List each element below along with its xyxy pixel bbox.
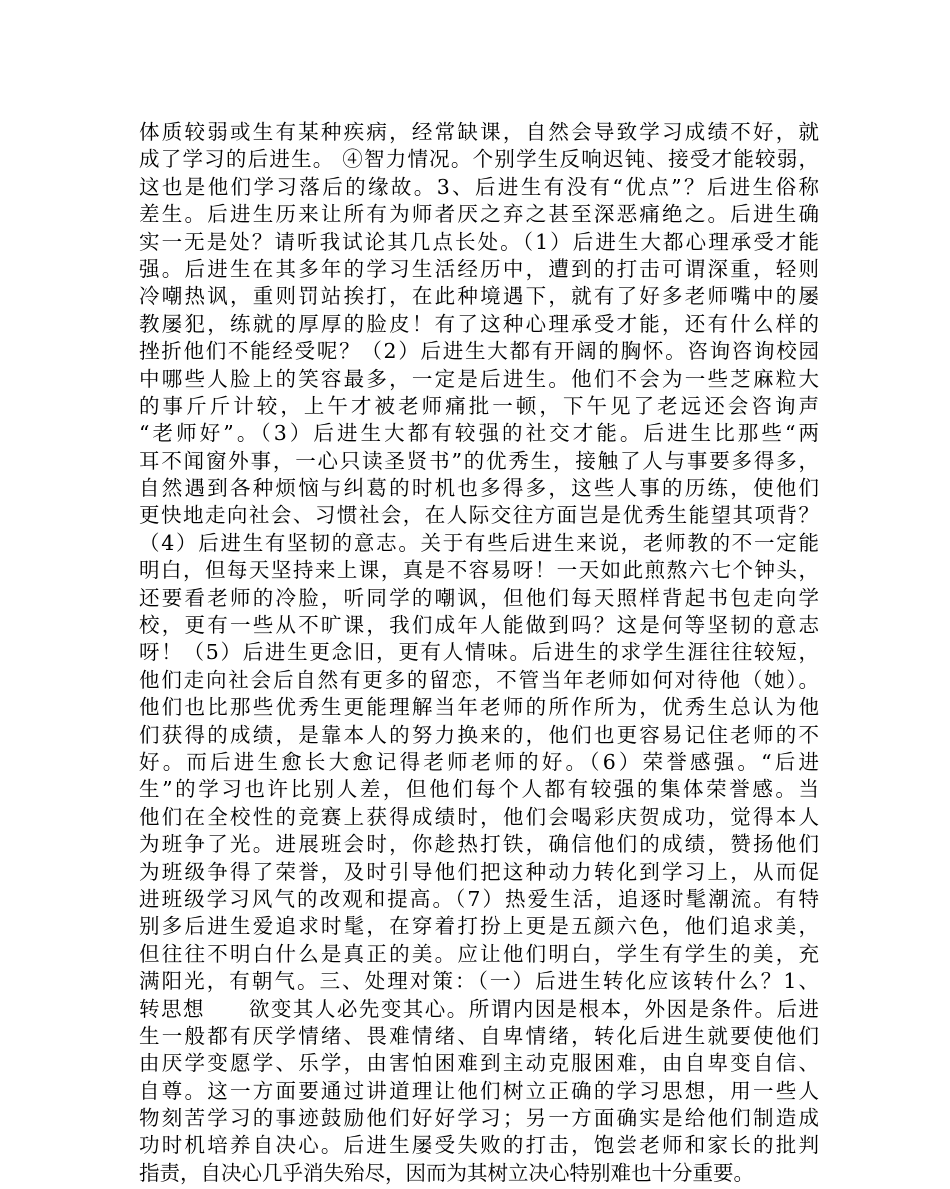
text-line: 校，更有一些从不旷课，我们成年人能做到吗？这是何等坚韧的意志 — [139, 613, 819, 638]
text-line: 物刻苦学习的事迹鼓励他们好好学习；另一方面确实是给他们制造成 — [139, 1106, 819, 1131]
text-line: 体质较弱或生有某种疾病，经常缺课，自然会导致学习成绩不好，就 — [139, 120, 819, 144]
text-line: 功时机培养自决心。后进生屡受失败的打击，饱尝老师和家长的批判 — [139, 1133, 819, 1158]
text-line: 还要看老师的冷脸，听同学的嘲讽，但他们每天照样背起书包走向学 — [139, 585, 819, 610]
text-line: 呀！（5）后进生更念旧，更有人情味。后进生的求学生涯往往较短， — [139, 640, 819, 665]
text-line: 生一般都有厌学情绪、畏难情绪、自卑情绪，转化后进生就要使他们 — [139, 1023, 819, 1048]
text-line: 为班级争得了荣誉，及时引导他们把这种动力转化到学习上，从而促 — [139, 859, 819, 884]
text-line: 别多后进生爱追求时髦，在穿着打扮上更是五颜六色，他们追求美， — [139, 914, 819, 939]
text-line: 进班级学习风气的改观和提高。（7）热爱生活，追逐时髦潮流。有特 — [139, 886, 819, 911]
text-line: 教屡犯，练就的厚厚的脸皮！有了这种心理承受才能，还有什么样的 — [139, 311, 819, 336]
text-line: 差生。后进生历来让所有为师者厌之弃之甚至深恶痛绝之。后进生确 — [139, 202, 819, 227]
text-line: 实一无是处？请听我试论其几点长处。（1）后进生大都心理承受才能 — [139, 229, 819, 254]
text-line: 他们在全校性的竞赛上获得成绩时，他们会喝彩庆贺成功，觉得本人 — [139, 804, 819, 829]
text-line: 成了学习的后进生。 ④智力情况。个别学生反响迟钝、接受才能较弱， — [139, 147, 819, 172]
text-line: 生”的学习也许比别人差，但他们每个人都有较强的集体荣誉感。当 — [139, 777, 819, 802]
text-line: 冷嘲热讽，重则罚站挨打，在此种境遇下，就有了好多老师嘴中的屡 — [139, 284, 819, 309]
body-text — [139, 119, 819, 1187]
text-line: 这也是他们学习落后的缘故。3、后进生有没有“优点”？后进生俗称 — [139, 174, 819, 199]
text-line: （4）后进生有坚韧的意志。关于有些后进生来说，老师教的不一定能 — [139, 530, 819, 555]
text-line: 更快地走向社会、习惯社会，在人际交往方面岂是优秀生能望其项背？ — [139, 503, 819, 528]
text-line: 挫折他们不能经受呢？（2）后进生大都有开阔的胸怀。咨询咨询校园 — [139, 339, 819, 364]
text-line: 指责，自决心几乎消失殆尽，因而为其树立决心特别难也十分重要。 — [139, 1160, 754, 1185]
text-line: 的事斤斤计较，上午才被老师痛批一顿，下午见了老远还会咨询声 — [139, 393, 819, 418]
text-line: “老师好”。（3）后进生大都有较强的社交才能。后进生比那些“两 — [139, 421, 819, 446]
text-line: 明白，但每天坚持来上课，真是不容易呀！一天如此煎熬六七个钟头， — [139, 558, 819, 583]
text-line: 他们走向社会后自然有更多的留恋，不管当年老师如何对待他（她）。 — [139, 667, 819, 692]
text-line: 他们也比那些优秀生更能理解当年老师的所作所为，优秀生总认为他 — [139, 695, 819, 720]
text-line: 自然遇到各种烦恼与纠葛的时机也多得多，这些人事的历练，使他们 — [139, 476, 819, 501]
text-line: 耳不闻窗外事，一心只读圣贤书”的优秀生，接触了人与事要多得多， — [139, 448, 819, 473]
text-line: 中哪些人脸上的笑容最多，一定是后进生。他们不会为一些芝麻粒大 — [139, 366, 819, 391]
text-line: 转思想 欲变其人必先变其心。所谓内因是根本，外因是条件。后进 — [139, 996, 819, 1021]
text-line: 自尊。这一方面要通过讲道理让他们树立正确的学习思想，用一些人 — [139, 1078, 819, 1103]
text-line: 但往往不明白什么是真正的美。应让他们明白，学生有学生的美，充 — [139, 941, 819, 966]
text-line: 们获得的成绩，是靠本人的努力换来的，他们也更容易记住老师的不 — [139, 722, 819, 747]
text-line: 强。后进生在其多年的学习生活经历中，遭到的打击可谓深重，轻则 — [139, 256, 819, 281]
text-line: 好。而后进生愈长大愈记得老师老师的好。（6）荣誉感强。“后进 — [139, 749, 819, 774]
text-line: 满阳光，有朝气。三、处理对策：（一）后进生转化应该转什么？1、 — [139, 969, 819, 994]
text-line: 由厌学变愿学、乐学，由害怕困难到主动克服困难，由自卑变自信、 — [139, 1051, 819, 1076]
text-line: 为班争了光。进展班会时，你趁热打铁，确信他们的成绩，赞扬他们 — [139, 832, 819, 857]
